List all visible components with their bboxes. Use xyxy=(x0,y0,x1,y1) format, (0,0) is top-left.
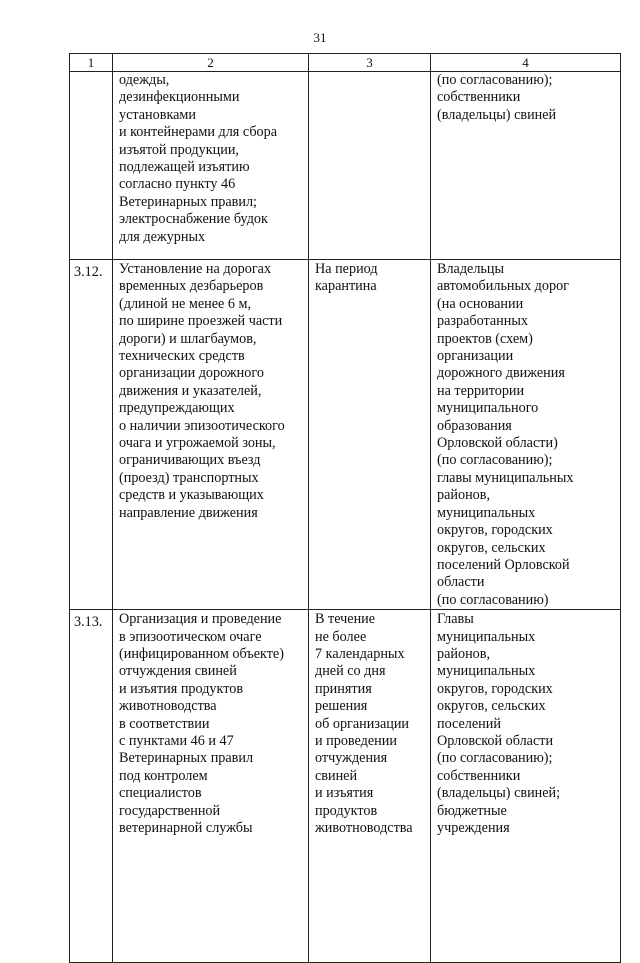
text-line: для дежурных xyxy=(119,228,206,245)
text-line: свиней xyxy=(315,767,358,784)
text-line: области xyxy=(437,574,485,591)
text-line: собственники xyxy=(437,89,521,106)
text-line: ограничивающих въезд xyxy=(119,452,261,469)
text-line: (владельцы) свиней xyxy=(437,106,557,123)
text-line: дорожного движения xyxy=(437,365,565,382)
text-line: На период xyxy=(315,261,378,277)
text-line: муниципальных xyxy=(437,504,536,521)
page-number: 31 xyxy=(313,30,327,45)
text-line: технических средств xyxy=(119,348,245,365)
text-line: (по согласованию) xyxy=(437,591,549,608)
text-line: движения и указателей, xyxy=(119,382,262,399)
row-number: 3.12. xyxy=(70,260,113,610)
text-line: муниципальных xyxy=(437,628,536,645)
text-line: поселений Орловской xyxy=(437,556,570,573)
text-line: на территории xyxy=(437,382,525,399)
text-line: организации xyxy=(437,348,514,365)
text-line: государственной xyxy=(119,802,221,819)
text-line: дней со дня xyxy=(315,663,386,680)
deadline-cell xyxy=(309,260,431,610)
text-line: специалистов xyxy=(119,785,202,802)
text-line: районов, xyxy=(437,645,491,662)
text-line: временных дезбарьеров xyxy=(119,278,264,295)
row-number xyxy=(70,72,113,260)
text-line: решения xyxy=(315,698,368,715)
deadline-cell xyxy=(309,72,431,260)
header-cell: 4 xyxy=(431,54,621,72)
text-line: округов, сельских xyxy=(437,539,546,556)
text-line: разработанных xyxy=(437,313,528,330)
text-line: (владельцы) свиней; xyxy=(437,785,561,802)
row-number: 3.13. xyxy=(70,610,113,963)
text-line: об организации xyxy=(315,715,410,732)
text-line: подлежащей изъятию xyxy=(119,159,250,176)
text-line: дезинфекционными xyxy=(119,89,240,106)
text-line: проектов (схем) xyxy=(437,330,533,347)
text-line: установками xyxy=(119,106,196,123)
text-line: о наличии эпизоотического xyxy=(119,417,285,434)
text-line: 7 календарных xyxy=(315,645,405,662)
text-line: продуктов xyxy=(315,802,378,819)
text-line: (по согласованию); xyxy=(437,452,553,469)
text-line: предупреждающих xyxy=(119,400,235,417)
table-row xyxy=(70,72,621,260)
table-header-row xyxy=(70,54,621,72)
text-line: муниципального xyxy=(437,400,539,417)
text-line: Орловской области) xyxy=(437,435,558,452)
text-line: образования xyxy=(437,417,512,434)
text-line: Ветеринарных правил; xyxy=(119,193,257,210)
text-line: карантина xyxy=(315,278,377,295)
text-line: (инфицированном объекте) xyxy=(119,645,284,662)
text-line: Главы xyxy=(437,611,474,628)
responsible-cell xyxy=(431,260,621,610)
text-line: бюджетные xyxy=(437,802,507,819)
text-line: с пунктами 46 и 47 xyxy=(119,732,234,749)
text-line: учреждения xyxy=(437,820,510,836)
text-line: (проезд) транспортных xyxy=(119,469,259,486)
text-line: округов, сельских xyxy=(437,698,546,715)
header-cell: 3 xyxy=(309,54,431,72)
text-line: одежды, xyxy=(119,72,170,88)
header-cell: 1 xyxy=(70,54,113,72)
text-line: Установление на дорогах xyxy=(119,261,272,277)
table-row xyxy=(70,260,621,610)
text-line: отчуждения xyxy=(315,750,388,767)
text-line: согласно пункту 46 xyxy=(119,176,236,193)
text-line: Владельцы xyxy=(437,261,505,277)
table-row xyxy=(70,610,621,963)
text-line: В течение xyxy=(315,611,376,628)
text-line: районов, xyxy=(437,487,491,504)
text-line: собственники xyxy=(437,767,521,784)
text-line: животноводства xyxy=(119,698,217,715)
text-line: (длиной не менее 6 м, xyxy=(119,295,252,312)
text-line: Ветеринарных правил xyxy=(119,750,254,767)
text-line: главы муниципальных xyxy=(437,469,574,486)
text-line: электроснабжение будок xyxy=(119,211,268,228)
measure-cell xyxy=(113,72,309,260)
text-line: не более xyxy=(315,628,367,645)
text-line: муниципальных xyxy=(437,663,536,680)
text-line: организации дорожного xyxy=(119,365,264,382)
text-line: и проведении xyxy=(315,732,397,749)
text-line: и контейнерами для сбора xyxy=(119,124,278,141)
measure-cell xyxy=(113,610,309,963)
header-cell: 2 xyxy=(113,54,309,72)
text-line: направление движения xyxy=(119,504,258,521)
text-line: в эпизоотическом очаге xyxy=(119,628,262,645)
deadline-cell xyxy=(309,610,431,963)
text-line: в соответствии xyxy=(119,715,210,732)
text-line: ветеринарной службы xyxy=(119,820,253,836)
text-line: (по согласованию); xyxy=(437,72,553,88)
responsible-cell xyxy=(431,610,621,963)
responsible-cell xyxy=(431,72,621,260)
measures-table xyxy=(69,53,621,963)
text-line: средств и указывающих xyxy=(119,487,264,504)
text-line: округов, городских xyxy=(437,522,553,539)
text-line: животноводства xyxy=(315,820,413,836)
text-line: дороги) и шлагбаумов, xyxy=(119,330,257,347)
text-line: под контролем xyxy=(119,767,208,784)
text-line: поселений xyxy=(437,715,501,732)
text-line: и изъятия продуктов xyxy=(119,680,244,697)
text-line: по ширине проезжей части xyxy=(119,313,283,330)
text-line: изъятой продукции, xyxy=(119,141,239,158)
text-line: автомобильных дорог xyxy=(437,278,569,295)
text-line: принятия xyxy=(315,680,372,697)
text-line: очага и угрожаемой зоны, xyxy=(119,435,276,452)
measure-cell xyxy=(113,260,309,610)
text-line: и изъятия xyxy=(315,785,374,802)
text-line: округов, городских xyxy=(437,680,553,697)
text-line: (на основании xyxy=(437,295,524,312)
text-line: Орловской области xyxy=(437,732,554,749)
text-line: (по согласованию); xyxy=(437,750,553,767)
text-line: отчуждения свиней xyxy=(119,663,237,680)
text-line: Организация и проведение xyxy=(119,611,282,628)
